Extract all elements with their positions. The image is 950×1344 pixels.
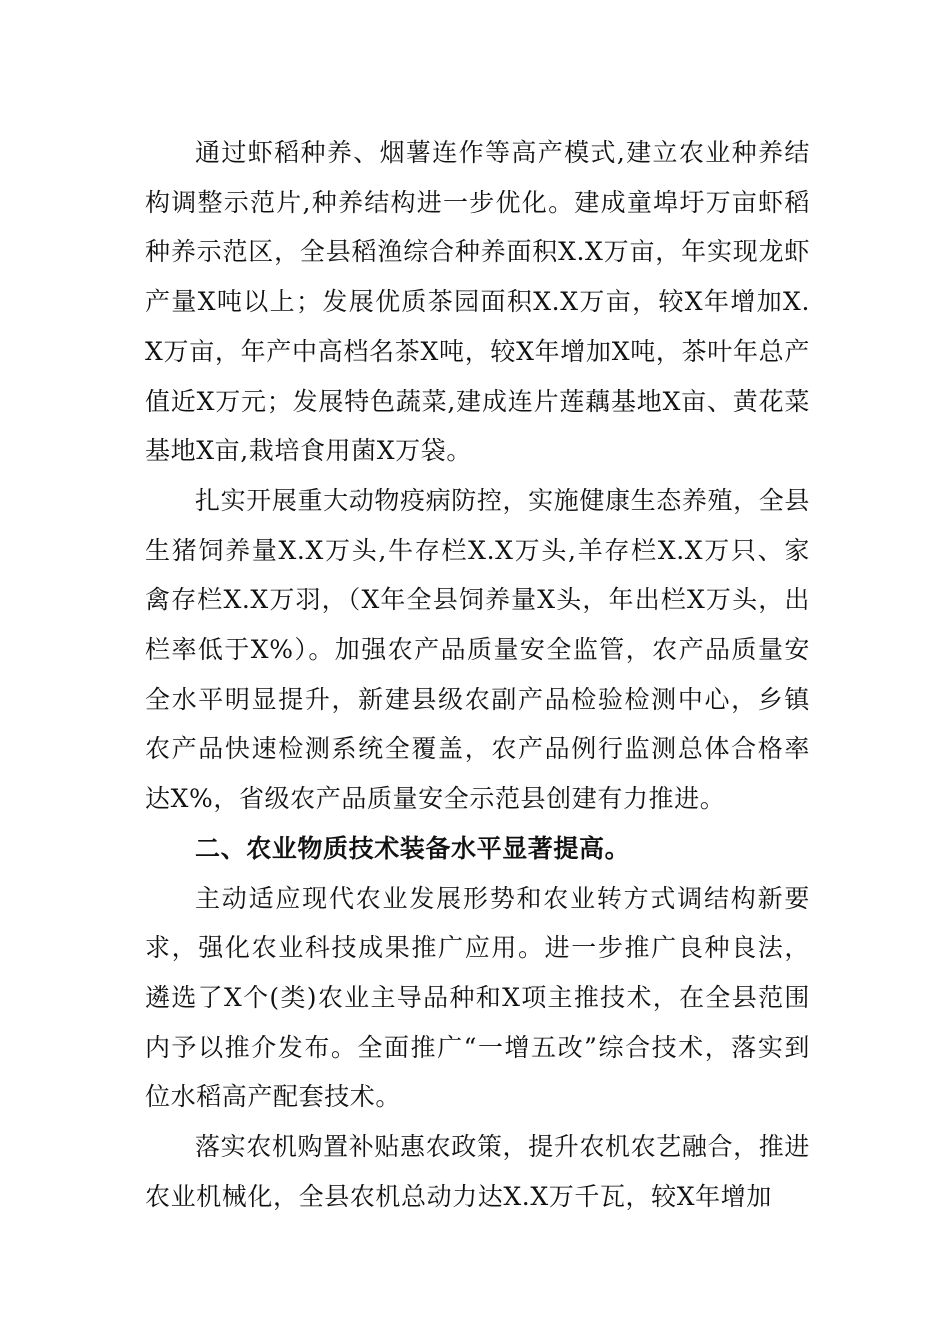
paragraph-technology-promotion: 主动适应现代农业发展形势和农业转方式调结构新要求，强化农业科技成果推广应用。进一步推广良种良法，遴选了X个(类)农业主导品种和X项主推技术，在全县范围内予以推介发布。全面推广“一增五改”综合技术，落实到位水稻高产配套技术。	[145, 883, 810, 1112]
paragraph-crop-structure: 通过虾稻种养、烟薯连作等高产模式,建立农业种养结构调整示范片,种养结构进一步优化。建成童埠圩万亩虾稻种养示范区，全县稻渔综合种养面积X.X万亩，年实现龙虾产量X吨以上；发展优质茶园面积X.X万亩，较X年增加X.X万亩，年产中高档名茶X吨，较X年增加X吨，茶叶年总产值近X万元；发展特色蔬菜,建成连片莲藕基地X亩、黄花菜基地X亩,栽培食用菌X万袋。	[145, 138, 810, 466]
paragraph-livestock-quality: 扎实开展重大动物疫病防控，实施健康生态养殖，全县生猪饲养量X.X万头,牛存栏X.X万头,羊存栏X.X万只、家禽存栏X.X万羽，（X年全县饲养量X头，年出栏X万头，出栏率低于X%）。加强农产品质量安全监管，农产品质量安全水平明显提升，新建县级农副产品检验检测中心，乡镇农产品快速检测系统全覆盖，农产品例行监测总体合格率达X%，省级农产品质量安全示范县创建有力推进。	[145, 485, 810, 814]
paragraph-machinery-subsidy: 落实农机购置补贴惠农政策，提升农机农艺融合，推进农业机械化，全县农机总动力达X.X万千瓦，较X年增加	[145, 1132, 810, 1211]
section-heading-equipment: 二、农业物质技术装备水平显著提高。	[195, 833, 631, 863]
document-page	[145, 128, 810, 1221]
